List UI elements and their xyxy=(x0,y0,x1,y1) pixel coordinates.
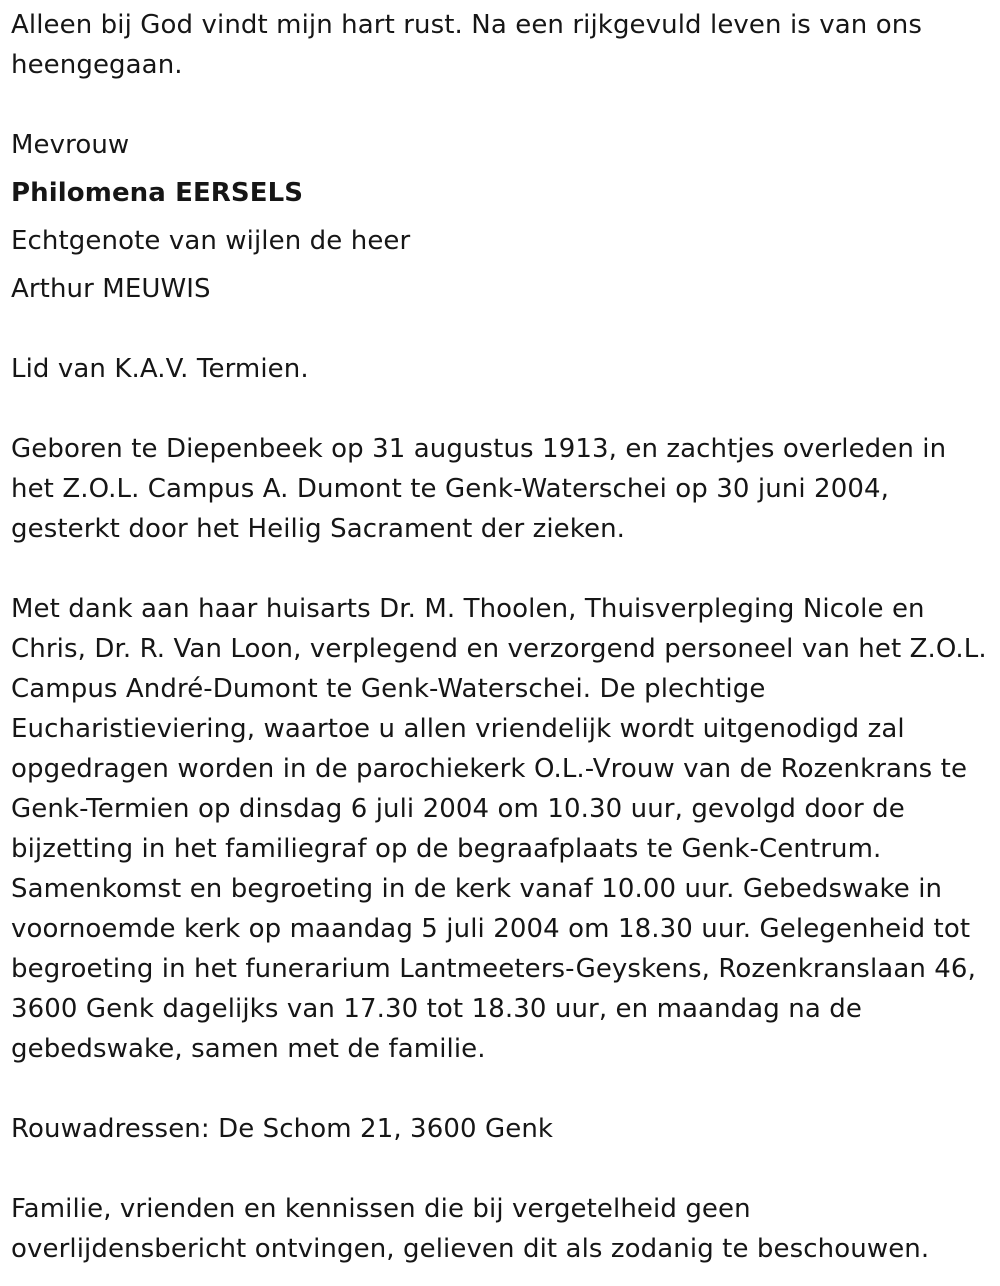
thanks-and-service-paragraph: Met dank aan haar huisarts Dr. M. Thoolen, Thuisverpleging Nicole en Chris, Dr. R. Van Loon, verplegend en verzorgend personeel van het Z.O.L. Campus André-Dumont te Genk-Waterschei. De plechtige Eucharistieviering, waartoe u allen vriendelijk wordt uitgenodigd zal opgedragen worden in de parochiekerk O.L.-Vrouw van de Rozenkrans te Genk-Termien op dinsdag 6 juli 2004 om 10.30 uur, gevolgd door de bijzetting in het familiegraf op de begraafplaats te Genk-Centrum. Samenkomst en begroeting in de kerk vanaf 10.00 uur. Gebedswake in voornoemde kerk op maandag 5 juli 2004 om 18.30 uur. Gelegenheid tot begroeting in het funerarium Lantmeeters-Geyskens, Rozenkranslaan 46, 3600 Genk dagelijks van 17.30 tot 18.30 uur, en maandag na de gebedswake, samen met de familie. xyxy=(11,594,987,1064)
obituary-document xyxy=(11,5,991,1269)
deceased-name: Philomena EERSELS xyxy=(11,178,304,208)
spouse-name: Arthur MEUWIS xyxy=(11,274,211,304)
relation-text: Echtgenote van wijlen de heer xyxy=(11,226,411,256)
mourning-address: Rouwadressen: De Schom 21, 3600 Genk xyxy=(11,1114,554,1144)
intro-paragraph: Alleen bij God vindt mijn hart rust. Na een rijkgevuld leven is van ons heengegaan. xyxy=(11,10,922,80)
salutation: Mevrouw xyxy=(11,130,130,160)
birth-death-paragraph: Geboren te Diepenbeek op 31 augustus 1913, en zachtjes overleden in het Z.O.L. Campus A. Dumont te Genk-Waterschei op 30 juni 2004, gesterkt door het Heilig Sacrament der zieken. xyxy=(11,434,947,544)
membership-text: Lid van K.A.V. Termien. xyxy=(11,354,309,384)
closing-note: Familie, vrienden en kennissen die bij vergetelheid geen overlijdensbericht ontvingen, gelieven dit als zodanig te beschouwen. xyxy=(11,1194,930,1264)
